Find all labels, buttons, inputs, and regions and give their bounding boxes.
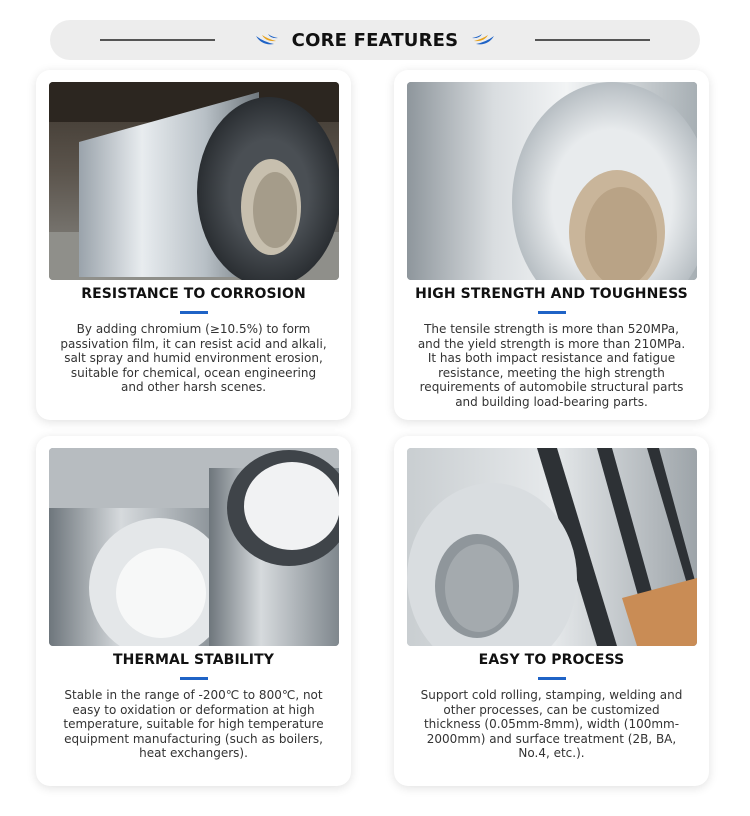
card-title: THERMAL STABILITY	[113, 652, 274, 668]
feature-card-process	[394, 436, 709, 786]
wing-icon	[470, 33, 496, 47]
card-description: The tensile strength is more than 520MPa, and the yield strength is more than 210MPa. It has both impact resistance and fatigue resistance, meeting the high strength requirements of automobile structural parts and building load-bearing parts.	[417, 322, 686, 409]
title-underline	[538, 311, 566, 314]
section-header	[50, 20, 700, 60]
card-description: Support cold rolling, stamping, welding and other processes, can be customized thickness (0.05mm-8mm), width (100mm-2000mm) and surface treatment (2B, BA, No.4, etc.).	[420, 688, 683, 760]
feature-card-thermal	[36, 436, 351, 786]
steel-coil-photo	[49, 82, 339, 280]
steel-coil-photo	[407, 448, 697, 646]
page-title: CORE FEATURES	[291, 29, 459, 51]
card-title: RESISTANCE TO CORROSION	[81, 286, 306, 302]
title-underline	[180, 311, 208, 314]
card-title: EASY TO PROCESS	[478, 652, 625, 668]
steel-coil-photo	[407, 82, 697, 280]
title-underline	[538, 677, 566, 680]
card-title: HIGH STRENGTH AND TOUGHNESS	[415, 286, 688, 302]
card-description: By adding chromium (≥10.5%) to form passivation film, it can resist acid and alkali, salt spray and humid environment erosion, suitable for chemical, ocean engineering and other harsh scenes.	[60, 322, 327, 394]
card-description: Stable in the range of -200℃ to 800℃, not easy to oxidation or deformation at high temperature, suitable for high temperature equipment manufacturing (such as boilers, heat exchangers).	[63, 688, 324, 760]
wing-icon	[254, 33, 280, 47]
title-underline	[180, 677, 208, 680]
steel-coils-photo	[49, 448, 339, 646]
feature-card-corrosion	[36, 70, 351, 420]
feature-card-strength	[394, 70, 709, 420]
